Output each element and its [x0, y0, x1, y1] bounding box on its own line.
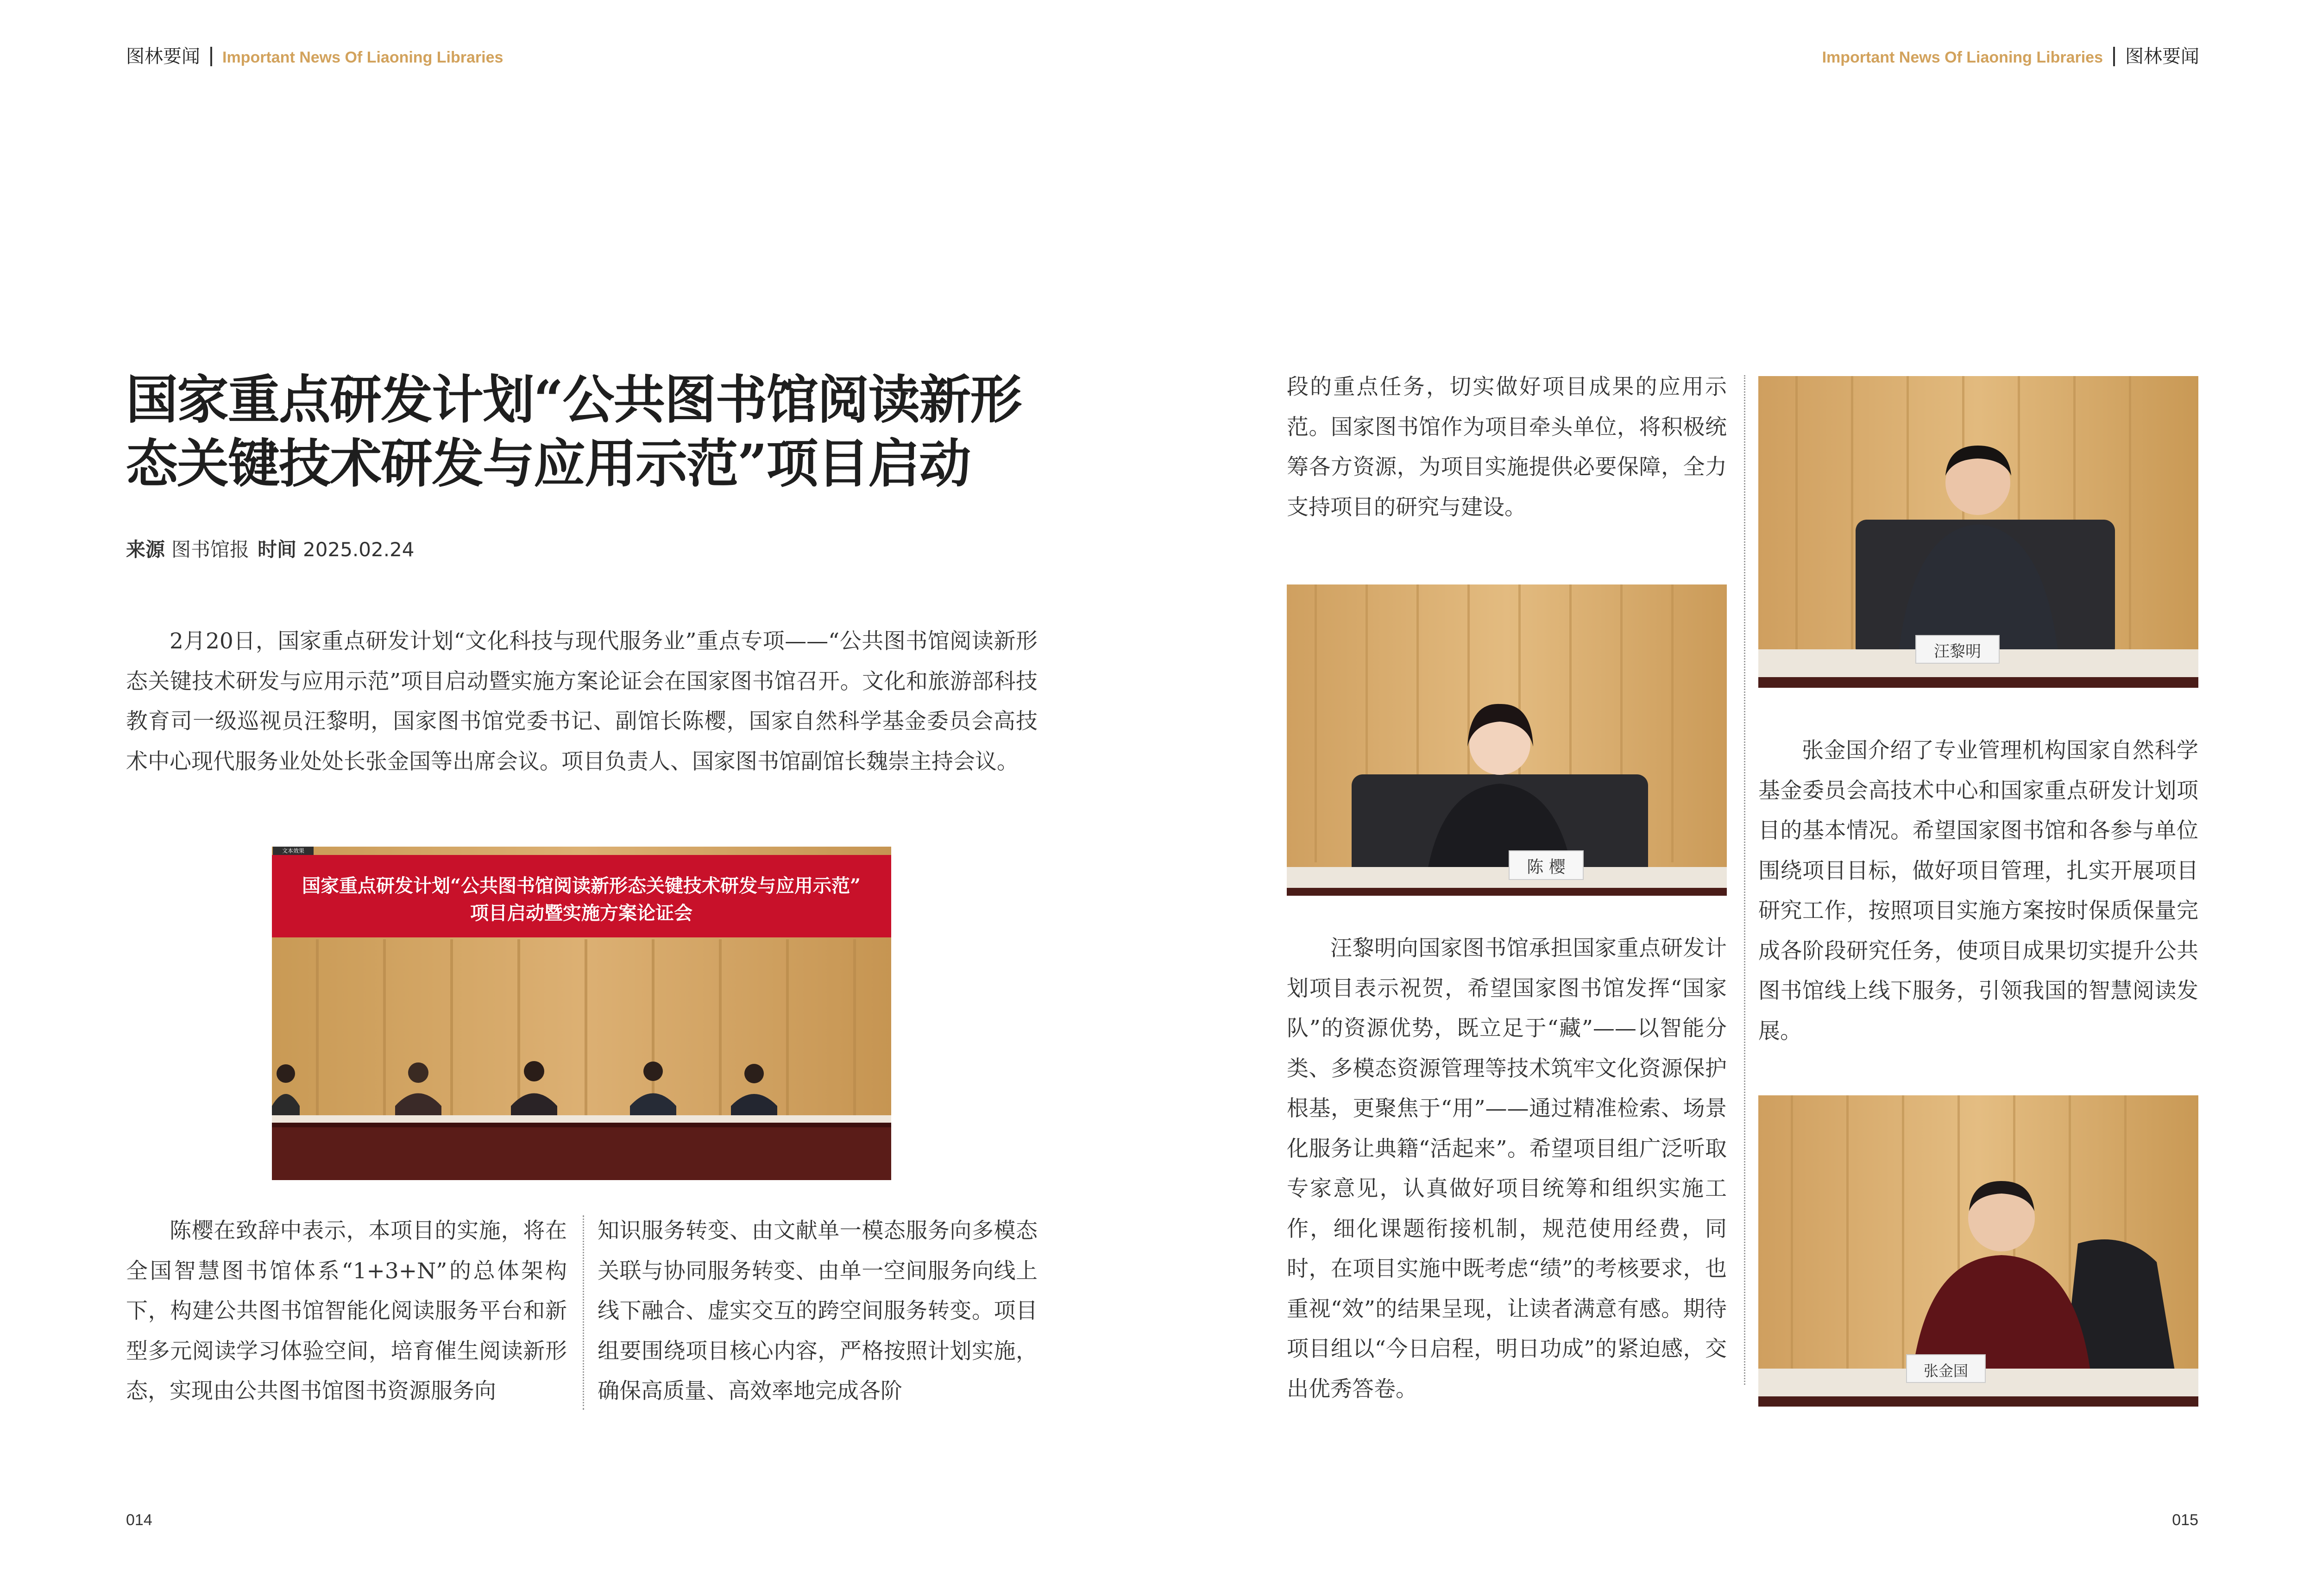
- banner-line-2: 项目启动暨实施方案论证会: [470, 902, 692, 924]
- left-page-header: [126, 43, 503, 70]
- page-number-right: 015: [2172, 1511, 2198, 1529]
- article-title: 国家重点研发计划“公共图书馆阅读新形态关键技术研发与应用示范”项目启动: [126, 370, 1021, 494]
- nameplate-wang: 汪黎明: [1934, 642, 1981, 661]
- speaker-photo-chen: [1287, 584, 1727, 896]
- nameplate-zhang: 张金国: [1923, 1362, 1969, 1380]
- photo-corner-tag: 文本效果: [282, 848, 305, 854]
- paragraph-4: 张金国介绍了专业管理机构国家自然科学基金委员会高技术中心和国家重点研发计划项目的基本情况。希望国家图书馆和各参与单位围绕项目目标，做好项目管理，扎实开展项目研究工作，按照项目实施方案按时保质保量完成各阶段研究任务，使项目成果切实提升公共图书馆线上线下服务，引领我国的智慧阅读发展。: [1758, 738, 2198, 1044]
- header-subtitle-en: Important News Of Liaoning Libraries: [222, 49, 503, 66]
- intro-paragraph: [126, 622, 1038, 782]
- column-divider: [583, 1215, 584, 1410]
- paragraph-2-col-c: [1287, 367, 1727, 528]
- paragraph-2-col-a: [126, 1211, 567, 1412]
- paragraph-2-part-c: 段的重点任务，切实做好项目成果的应用示范。国家图书馆作为项目牵头单位，将积极统筹各方资源，为项目实施提供必要保障，全力支持项目的研究与建设。: [1287, 374, 1727, 520]
- source-value: 图书馆报: [171, 538, 250, 561]
- speaker-photo-wang: [1758, 376, 2198, 688]
- paragraph-3-block: [1287, 929, 1727, 1409]
- paragraph-4-block: [1758, 731, 2198, 1051]
- section-title: 图林要闻: [126, 46, 200, 67]
- nameplate-chen: 陈 樱: [1527, 858, 1566, 877]
- time-value: 2025.02.24: [303, 538, 415, 561]
- source-label: 来源: [126, 538, 165, 561]
- header-divider: [210, 47, 212, 66]
- paragraph-1: 2月20日，国家重点研发计划“文化科技与现代服务业”重点专项——“公共图书馆阅读新形态关键技术研发与应用示范”项目启动暨实施方案论证会在国家图书馆召开。文化和旅游部科技教育司一级巡视员汪黎明，国家图书馆党委书记、副馆长陈樱，国家自然科学基金委员会高技术中心现代服务业处处长张金国等出席会议。项目负责人、国家图书馆副馆长魏崇主持会议。: [126, 628, 1038, 774]
- right-page-header: [1822, 43, 2199, 70]
- paragraph-2-part-b: 知识服务转变、由文献单一模态服务向多模态关联与协同服务转变、由单一空间服务向线上线下融合、虚实交互的跨空间服务转变。项目组要围绕项目核心内容，严格按照计划实施，确保高质量、高效率地完成各阶: [598, 1218, 1038, 1404]
- article-meta: [126, 536, 423, 563]
- meeting-photo: [272, 847, 891, 1180]
- paragraph-3: 汪黎明向国家图书馆承担国家重点研发计划项目表示祝贺，希望国家图书馆发挥“国家队”的资源优势，既立足于“藏”——以智能分类、多模态资源管理等技术筑牢文化资源保护根基，更聚焦于“用”——通过精准检索、场景化服务让典籍“活起来”。希望项目组广泛听取专家意见，认真做好项目统筹和组织实施工作，细化课题衔接机制，规范使用经费，同时，在项目实施中既考虑“绩”的考核要求，也重视“效”的结果呈现，让读者满意有感。期待项目组以“今日启程，明日功成”的紧迫感，交出优秀答卷。: [1287, 936, 1727, 1402]
- header-subtitle-en: Important News Of Liaoning Libraries: [1822, 49, 2103, 66]
- page-number-left: 014: [126, 1511, 152, 1529]
- header-divider: [2113, 47, 2115, 66]
- time-label: 时间: [258, 538, 297, 561]
- right-column-divider: [1744, 375, 1745, 1385]
- speaker-photo-zhang: [1758, 1095, 2198, 1407]
- section-title: 图林要闻: [2125, 46, 2199, 67]
- banner-line-1: 国家重点研发计划“公共图书馆阅读新形态关键技术研发与应用示范”: [302, 875, 861, 897]
- paragraph-2-col-b: [598, 1211, 1038, 1412]
- paragraph-2-part-a: 陈樱在致辞中表示，本项目的实施，将在全国智慧图书馆体系“1+3+N”的总体架构下，构建公共图书馆智能化阅读服务平台和新型多元阅读学习体验空间，培育催生阅读新形态，实现由公共图书馆图书资源服务向: [126, 1218, 567, 1404]
